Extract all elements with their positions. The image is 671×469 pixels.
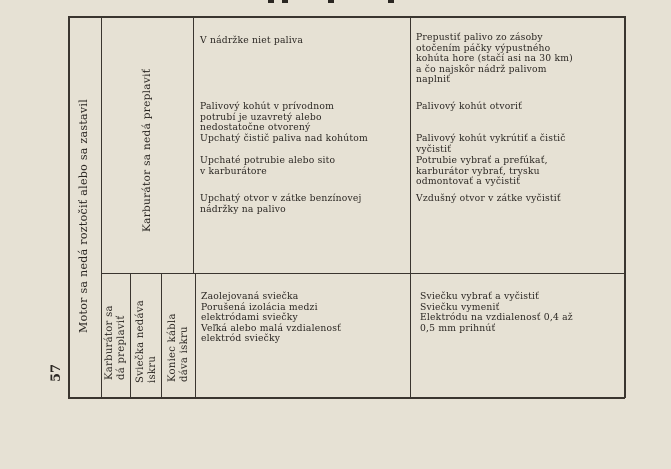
cause-line-clogged: Upchaté potrubie alebo sito v karburátore xyxy=(200,155,336,177)
row-header-label: Motor sa nedá roztočiť alebo sa zastavil xyxy=(77,98,90,333)
cause-fuel-filter-clogged: Upchatý čistič paliva nad kohútom xyxy=(200,133,368,144)
divider-cause-column-bottom xyxy=(195,273,196,398)
table-bottom-border xyxy=(68,397,625,399)
remedy-open-fuel-tap: Palivový kohút otvoriť xyxy=(416,101,523,112)
table-right-border xyxy=(624,16,626,398)
table-left-border xyxy=(68,16,70,398)
cause-fuel-tap-closed: Palivový kohút v prívodnom potrubí je uzavretý alebo nedostatočne otvorený xyxy=(200,101,334,133)
divider-remedy-column xyxy=(410,16,411,398)
cause-spark-plug-issues: Zaolejovaná sviečka Porušená izolácia medzi elektródami sviečky Veľká alebo malá vzdialenosť elektród sviečky xyxy=(201,291,342,344)
remedy-reserve-fuel: Prepustiť palivo zo zásoby otočením páčky výpustného kohúta hore (stačí asi na 30 km) a čo najskôr nádrž palivom naplniť xyxy=(416,32,573,85)
remedy-clean-vent: Vzdušný otvor v zátke vyčistiť xyxy=(416,193,561,204)
table-top-border xyxy=(68,16,625,18)
divider-block-separator xyxy=(101,273,625,274)
remedy-clean-filter: Palivový kohút vykrútiť a čistič vyčistiť xyxy=(416,133,566,155)
cause-empty-tank: V nádržke niet paliva xyxy=(200,35,303,46)
divider-cause-column-top xyxy=(193,16,194,274)
cause-cap-vent-clogged: Upchatý otvor v zátke benzínovej nádržky na palivo xyxy=(200,193,362,215)
group-label-carburetor-flood: Karburátor sa dá preplaviť xyxy=(104,305,127,380)
top-edge-marks xyxy=(268,0,418,4)
page-number: 57 xyxy=(49,363,64,382)
divider-label-b-c xyxy=(161,273,162,398)
remedy-blow-out-line: Potrubie vybrať a prefúkať, karburátor vybrať, trysku odmontovať a vyčistiť xyxy=(416,155,548,187)
group-label-carburetor-not-flood: Karburátor sa nedá preplaviť xyxy=(141,68,153,232)
remedy-spark-plug-actions: Sviečku vybrať a vyčistiť Sviečku vymeniť Elektródu na vzdialenosť 0,4 až 0,5 mm prihnúť xyxy=(420,291,573,334)
divider-label-a-b xyxy=(130,273,131,398)
group-label-cable-sparks: Koniec kábla dáva iskru xyxy=(167,313,190,382)
group-label-spark-plug-no-spark: Sviečka nedáva iskru xyxy=(135,300,158,383)
divider-after-row-header xyxy=(101,16,102,398)
